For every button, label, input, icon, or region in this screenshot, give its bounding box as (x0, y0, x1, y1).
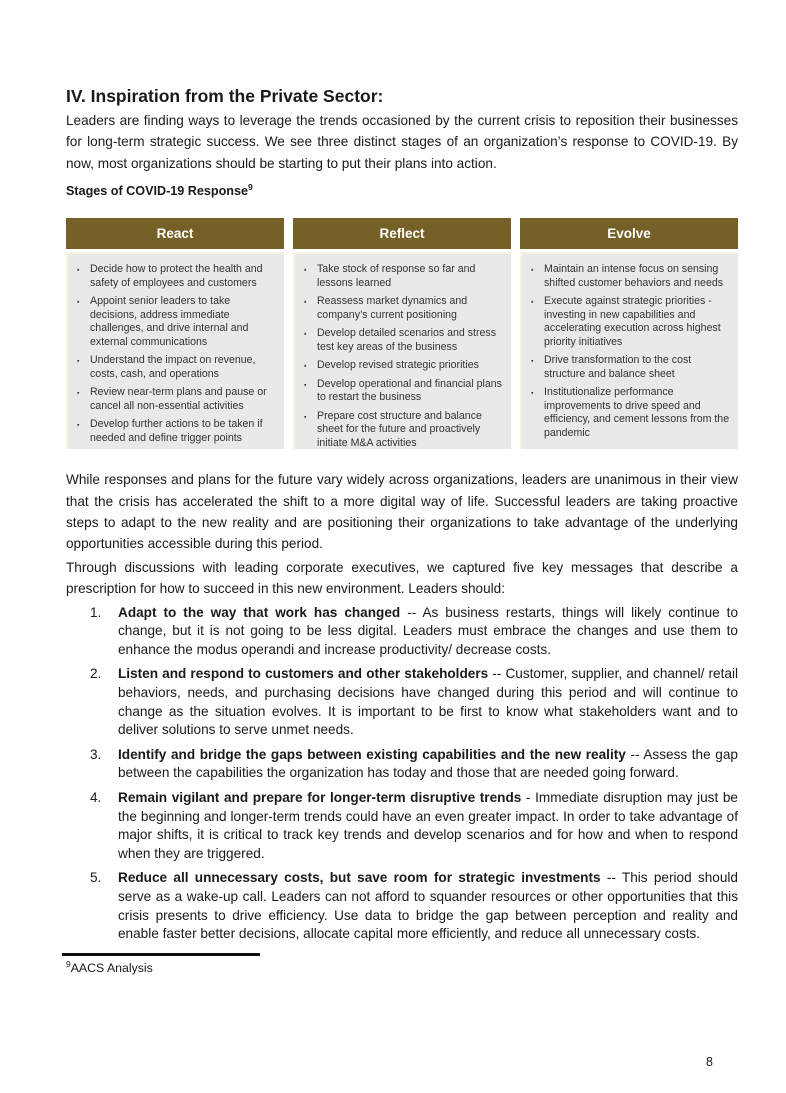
stage-bullet-item: ▪ Drive transformation to the cost structure and balance sheet (529, 354, 730, 381)
stage-bullet-item: ▪ Develop revised strategic priorities (302, 359, 503, 373)
message-body: -- Customer, supplier, and channel/ retail behaviors, needs, and purchasing decisions have changed during this period and will continue to change as the situation evolves. It is important to be first to know what stakeholders want and to deliver solutions to serve unmet needs. (118, 666, 738, 738)
stage-column-react (66, 218, 284, 449)
stage-column-reflect (293, 218, 511, 449)
message-body: -- As business restarts, things will likely continue to change, but it is not going to be less digital. Leaders must embrace the changes and use them to enhance the modus operandi and increase productivity/ decrease costs. (118, 604, 738, 657)
footnote-text: AACS Analysis (70, 960, 153, 975)
stage-bullet-item: ▪ Develop detailed scenarios and stress test key areas of the business (302, 327, 503, 354)
key-messages-list (66, 604, 738, 944)
stage-cell-reflect (293, 252, 511, 449)
stage-bullet-list (302, 263, 503, 449)
page-number: 8 (706, 1055, 713, 1069)
key-message-item (66, 665, 738, 739)
stage-bullet-item: ▪ Understand the impact on revenue, costs, cash, and operations (75, 354, 276, 381)
message-lead: Adapt to the way that work has changed (118, 604, 401, 620)
message-number: 1. (90, 604, 102, 620)
message-lead: Remain vigilant and prepare for longer-term disruptive trends (118, 790, 522, 805)
stage-bullet-item: ▪ Maintain an intense focus on sensing shifted customer behaviors and needs (529, 263, 730, 290)
stage-cell-evolve (520, 252, 738, 449)
footnote (66, 958, 738, 976)
paragraph-responses: While responses and plans for the future vary widely across organizations, leaders are unanimous in their view that the crisis has accelerated the shift to a more digital way of life. Successful leaders are taking proactive steps to adapt to the new reality and are positioning their organizations to take advantage of the underlying opportunities accessible during this period. (66, 472, 738, 552)
stage-bullet-item: ▪ Review near-term plans and pause or cancel all non-essential activities (75, 386, 276, 413)
stage-column-evolve (520, 218, 738, 449)
section-heading: IV. Inspiration from the Private Sector: (66, 86, 384, 106)
stage-header-react: React (66, 218, 284, 249)
key-message-item (66, 746, 738, 783)
stage-cell-react (66, 252, 284, 449)
message-number: 2. (90, 666, 102, 682)
message-lead: Listen and respond to customers and other stakeholders (118, 666, 489, 682)
footnote-divider (62, 953, 260, 956)
stage-bullet-item: ▪ Develop operational and financial plans to restart the business (302, 378, 503, 405)
message-lead: Identify and bridge the gaps between existing capabilities and the new reality (118, 746, 626, 762)
message-number: 4. (90, 790, 102, 805)
table-title (66, 183, 738, 199)
stage-bullet-item: ▪ Execute against strategic priorities - investing in new capabilities and accelerating execution across highest priority initiatives (529, 295, 730, 349)
intro-paragraph: Leaders are finding ways to leverage the trends occasioned by the current crisis to reposition their businesses for long-term strategic success. We see three distinct stages of an organization’s response to COVID-19. By now, most organizations should be starting to put their plans into action. (66, 113, 738, 171)
stage-bullet-item: ▪ Decide how to protect the health and safety of employees and customers (75, 263, 276, 290)
key-message-item (66, 604, 738, 660)
message-number: 5. (90, 870, 102, 886)
stage-header-evolve: Evolve (520, 218, 738, 249)
stage-bullet-item: ▪ Appoint senior leaders to take decisions, address immediate challenges, and drive internal and external communications (75, 295, 276, 349)
stage-bullet-list (529, 263, 730, 440)
message-body: -- Assess the gap between the capabilities the organization has today and those that are needed going forward. (118, 746, 738, 781)
footnote-marker: 9 (66, 958, 71, 969)
stage-bullet-item: ▪ Take stock of response so far and lessons learned (302, 263, 503, 290)
key-message-item (66, 869, 738, 943)
table-title-text: Stages of COVID-19 Response (66, 184, 248, 199)
stage-bullet-item: ▪ Develop further actions to be taken if needed and define trigger points (75, 418, 276, 445)
message-lead: Reduce all unnecessary costs, but save room for strategic investments (118, 870, 601, 886)
paragraph-discussions: Through discussions with leading corporate executives, we captured five key messages that describe a prescription for how to succeed in this new environment. Leaders should: (66, 559, 738, 597)
stage-header-reflect: Reflect (293, 218, 511, 249)
stage-bullet-list (75, 263, 276, 445)
table-title-footnote-marker: 9 (247, 182, 253, 193)
stage-bullet-item: ▪ Institutionalize performance improvements to drive speed and efficiency, and cement lessons from the pandemic (529, 386, 730, 440)
message-number: 3. (90, 746, 102, 762)
stages-table (66, 218, 738, 449)
stage-bullet-item: ▪ Reassess market dynamics and company’s current positioning (302, 295, 503, 322)
key-message-item (66, 789, 738, 863)
page-content (66, 85, 738, 988)
message-body: -- This period should serve as a wake-up call. Leaders can not afford to squander resources or other opportunities that this crisis presents to drive efficiency. Use data to bridge the gap between perception and reality and enable faster better decisions, allocate capital more efficiently, and reduce all unnecessary costs. (118, 870, 738, 942)
stage-bullet-item: ▪ Prepare cost structure and balance sheet for the future and proactively initiate M&A activities (302, 410, 503, 450)
message-body: - Immediate disruption may just be the beginning and longer-term trends could have an even greater impact. In order to take advantage of major shifts, it is critical to track key trends and develop scenarios and for how and when to respond when they are triggered. (118, 790, 738, 861)
